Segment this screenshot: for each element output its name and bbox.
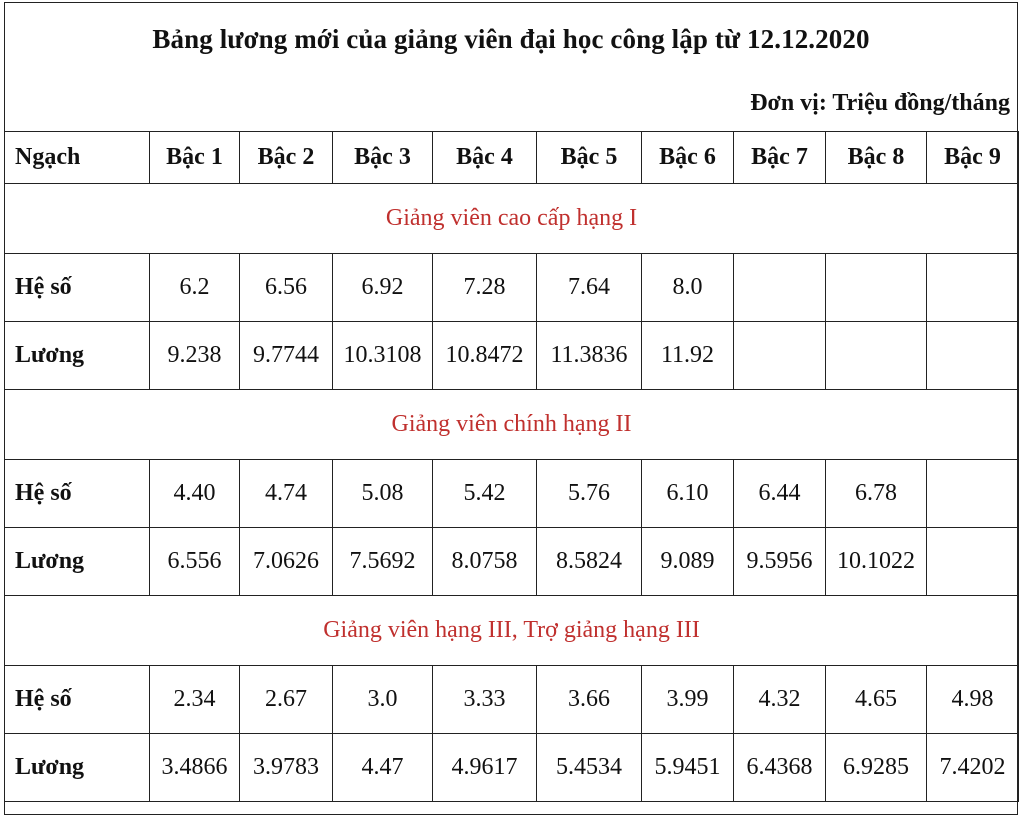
section-title: Giảng viên cao cấp hạng I bbox=[5, 184, 1019, 254]
table-cell: 3.4866 bbox=[150, 734, 240, 802]
row-label: Lương bbox=[5, 528, 150, 596]
table-cell: 4.32 bbox=[734, 666, 826, 734]
header-cell-bac-3: Bậc 3 bbox=[333, 132, 433, 184]
table-cell: 6.4368 bbox=[734, 734, 826, 802]
table-cell: 3.9783 bbox=[240, 734, 333, 802]
table-cell: 2.67 bbox=[240, 666, 333, 734]
row-label: Hệ số bbox=[5, 460, 150, 528]
header-cell-bac-4: Bậc 4 bbox=[433, 132, 537, 184]
table-row bbox=[5, 528, 1019, 596]
table-cell: 6.78 bbox=[826, 460, 927, 528]
table-cell: 9.238 bbox=[150, 322, 240, 390]
row-label: Lương bbox=[5, 322, 150, 390]
table-cell: 2.34 bbox=[150, 666, 240, 734]
table-cell: 4.98 bbox=[927, 666, 1019, 734]
title-block bbox=[4, 2, 1018, 132]
table-cell: 4.40 bbox=[150, 460, 240, 528]
table-cell: 10.8472 bbox=[433, 322, 537, 390]
salary-table bbox=[4, 131, 1019, 802]
table-cell: 6.10 bbox=[642, 460, 734, 528]
row-label: Lương bbox=[5, 734, 150, 802]
table-cell: 5.76 bbox=[537, 460, 642, 528]
table-cell: 11.92 bbox=[642, 322, 734, 390]
table-cell: 6.2 bbox=[150, 254, 240, 322]
header-cell-bac-1: Bậc 1 bbox=[150, 132, 240, 184]
section-row bbox=[5, 184, 1019, 254]
table-cell: 5.4534 bbox=[537, 734, 642, 802]
table-cell bbox=[826, 254, 927, 322]
header-cell-bac-6: Bậc 6 bbox=[642, 132, 734, 184]
row-label: Hệ số bbox=[5, 254, 150, 322]
table-row bbox=[5, 734, 1019, 802]
header-cell-bac-7: Bậc 7 bbox=[734, 132, 826, 184]
header-cell-bac-9: Bậc 9 bbox=[927, 132, 1019, 184]
row-label: Hệ số bbox=[5, 666, 150, 734]
header-row bbox=[5, 132, 1019, 184]
table-cell: 7.28 bbox=[433, 254, 537, 322]
unit-label: Đơn vị: Triệu đồng/tháng bbox=[750, 90, 1010, 116]
table-row bbox=[5, 254, 1019, 322]
table-cell: 3.66 bbox=[537, 666, 642, 734]
table-cell: 3.33 bbox=[433, 666, 537, 734]
header-cell-bac-5: Bậc 5 bbox=[537, 132, 642, 184]
table-cell: 5.9451 bbox=[642, 734, 734, 802]
header-cell-ngach: Ngạch bbox=[5, 132, 150, 184]
table-cell: 7.5692 bbox=[333, 528, 433, 596]
table-row bbox=[5, 666, 1019, 734]
table-cell: 7.0626 bbox=[240, 528, 333, 596]
table-cell bbox=[927, 528, 1019, 596]
table-cell: 3.0 bbox=[333, 666, 433, 734]
table-cell: 5.08 bbox=[333, 460, 433, 528]
table-cell: 8.0 bbox=[642, 254, 734, 322]
table-cell: 8.0758 bbox=[433, 528, 537, 596]
table-cell: 6.44 bbox=[734, 460, 826, 528]
table-cell bbox=[734, 322, 826, 390]
table-cell: 10.3108 bbox=[333, 322, 433, 390]
table-cell: 9.7744 bbox=[240, 322, 333, 390]
table-cell: 8.5824 bbox=[537, 528, 642, 596]
header-cell-bac-2: Bậc 2 bbox=[240, 132, 333, 184]
table-cell: 4.74 bbox=[240, 460, 333, 528]
table-cell: 9.5956 bbox=[734, 528, 826, 596]
table-cell: 6.556 bbox=[150, 528, 240, 596]
document-title: Bảng lương mới của giảng viên đại học công lập từ 12.12.2020 bbox=[152, 24, 870, 54]
section-row bbox=[5, 596, 1019, 666]
table-cell: 5.42 bbox=[433, 460, 537, 528]
section-row bbox=[5, 390, 1019, 460]
table-cell: 11.3836 bbox=[537, 322, 642, 390]
table-row bbox=[5, 460, 1019, 528]
table-cell: 7.4202 bbox=[927, 734, 1019, 802]
table-cell: 7.64 bbox=[537, 254, 642, 322]
table-row bbox=[5, 322, 1019, 390]
table-cell: 3.99 bbox=[642, 666, 734, 734]
table-cell: 6.92 bbox=[333, 254, 433, 322]
table-cell: 6.9285 bbox=[826, 734, 927, 802]
table-cell: 9.089 bbox=[642, 528, 734, 596]
table-cell: 4.9617 bbox=[433, 734, 537, 802]
salary-table-body bbox=[5, 132, 1019, 802]
header-cell-bac-8: Bậc 8 bbox=[826, 132, 927, 184]
table-cell: 6.56 bbox=[240, 254, 333, 322]
section-title: Giảng viên hạng III, Trợ giảng hạng III bbox=[5, 596, 1019, 666]
table-cell bbox=[927, 322, 1019, 390]
table-cell bbox=[927, 460, 1019, 528]
section-title: Giảng viên chính hạng II bbox=[5, 390, 1019, 460]
table-cell: 10.1022 bbox=[826, 528, 927, 596]
table-cell: 4.47 bbox=[333, 734, 433, 802]
table-cell: 4.65 bbox=[826, 666, 927, 734]
table-cell bbox=[826, 322, 927, 390]
table-cell bbox=[927, 254, 1019, 322]
table-cell bbox=[734, 254, 826, 322]
